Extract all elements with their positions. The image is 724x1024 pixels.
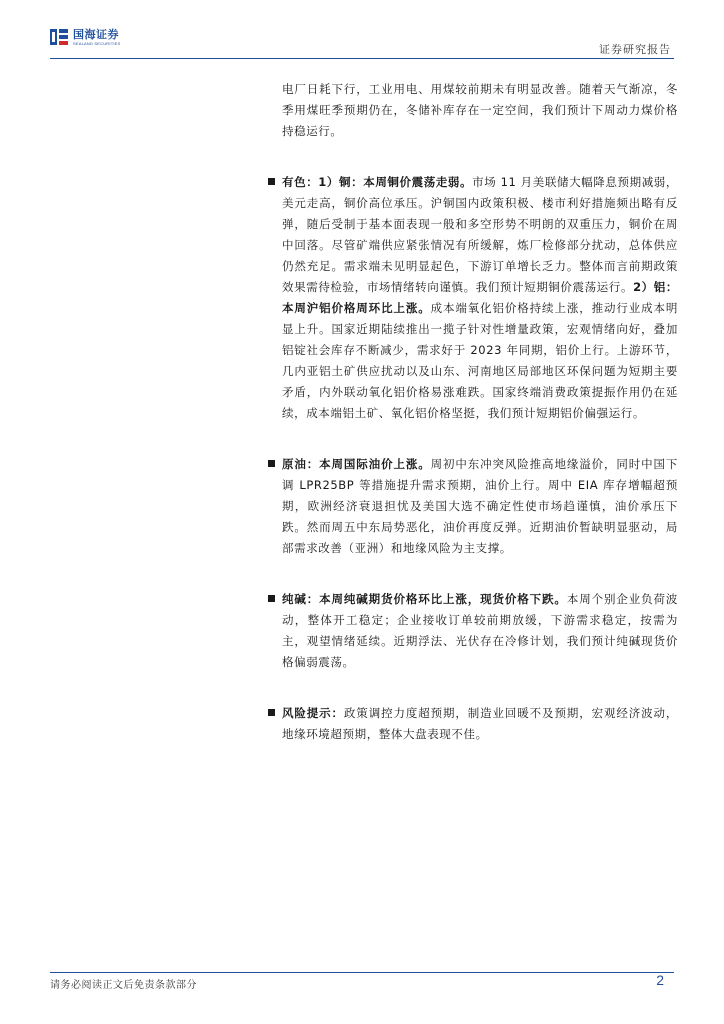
footer-divider	[50, 972, 674, 973]
section-paragraph	[282, 703, 678, 745]
section-subheading: 2）铝：本周沪铝价格周环比上涨。	[282, 280, 678, 315]
section-crude-oil	[282, 454, 678, 559]
sealand-logo-icon	[50, 28, 68, 46]
page-header	[0, 0, 724, 62]
logo-english-name: SEALAND SECURITIES	[73, 40, 121, 46]
section-text: 周初中东冲突风险推高地缘溢价，同时中国下调 LPR25BP 等措施提升需求预期，油价上行。周中 EIA 库存增幅超预期，欧洲经济衰退担忧及美国大选不确定性使市场趋谨慎，油价承压下跌。然而周五中东局势恶化，油价再度反弹。近期油价暂缺明显驱动，局部需求改善（亚洲）和地缘风险为主支撑。	[282, 457, 678, 555]
section-text: 成本端氧化铝价格持续上涨，推动行业成本明显上升。国家近期陆续推出一揽子针对性增量政策，宏观情绪向好，叠加铝锭社会库存不断减少，需求好于 2023 年同期，铝价上行。上游环节，几内亚铝土矿供应扰动以及山东、河南地区局部地区环保问题为短期主要矛盾，内外联动氧化铝价格易涨难跌。国家终端消费政策提振作用仍在延续，成本端铝土矿、氧化铝价格坚挺，我们预计短期铝价偏强运行。	[282, 301, 678, 420]
section-paragraph	[282, 589, 678, 673]
section-heading: 风险提示：	[282, 706, 344, 720]
bullet-square-icon	[268, 595, 275, 602]
section-text: 政策调控力度超预期，制造业回暖不及预期，宏观经济波动，地缘环境超预期，整体大盘表现不佳。	[282, 706, 678, 741]
bullet-square-icon	[268, 460, 275, 467]
bullet-square-icon	[268, 178, 275, 185]
intro-paragraph: 电厂日耗下行，工业用电、用煤较前期未有明显改善。随着天气渐凉，冬季用煤旺季预期仍在，冬储补库存在一定空间，我们预计下周动力煤价格持稳运行。	[282, 82, 678, 138]
company-logo	[50, 28, 120, 46]
header-divider	[50, 58, 674, 59]
section-heading: 有色：1）铜：本周铜价震荡走弱。	[282, 175, 473, 189]
footer-disclaimer: 请务必阅读正文后免责条款部分	[50, 980, 197, 991]
section-soda-ash	[282, 589, 678, 673]
main-content	[282, 79, 678, 745]
section-paragraph	[282, 454, 678, 559]
section-nonferrous	[282, 172, 678, 424]
section-heading: 原油：本周国际油价上涨。	[282, 457, 431, 471]
section-risk-warning	[282, 703, 678, 745]
bullet-square-icon	[268, 709, 275, 716]
section-text: 市场 11 月美联储大幅降息预期减弱，美元走高，铜价高位承压。沪铜国内政策积极、楼市利好措施频出略有反弹，随后受制于基本面表现一般和多空形势不明朗的双重压力，铜价在周中回落。尽管矿端供应紧张情况有所缓解，炼厂检修部分扰动，总体供应仍然充足。需求端未见明显起色，下游订单增长乏力。整体而言前期政策效果需待检验，市场情绪转向谨慎。我们预计短期铜价震荡运行。	[282, 175, 678, 294]
section-heading: 纯碱：本周纯碱期货价格环比上涨，现货价格下跌。	[282, 592, 567, 606]
logo-chinese-name: 国海证券	[73, 27, 119, 41]
page-number: 2	[656, 972, 664, 988]
intro-block	[282, 79, 678, 142]
section-text: 本周个别企业负荷波动，整体开工稳定；企业接收订单较前期放缓，下游需求稳定，按需为主，观望情绪延续。近期浮法、光伏存在冷修计划，我们预计纯碱现货价格偏弱震荡。	[282, 592, 678, 669]
section-paragraph	[282, 172, 678, 424]
report-type-label: 证券研究报告	[599, 43, 671, 56]
